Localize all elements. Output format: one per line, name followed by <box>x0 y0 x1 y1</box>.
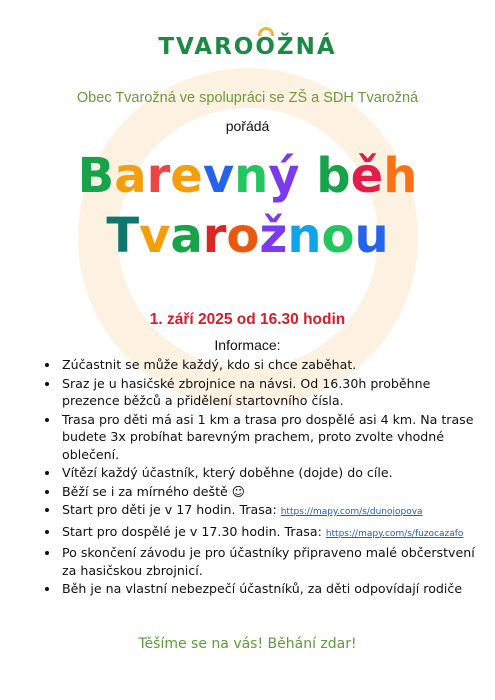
headline-letter: h <box>383 148 418 204</box>
headline-line-1 <box>0 148 495 204</box>
event-date: 1. září 2025 od 16.30 hodin <box>149 311 346 328</box>
info-list-item <box>60 501 485 522</box>
headline-letter: v <box>202 148 235 204</box>
info-text: Start pro dospělé je v 17.30 hodin. Trasa: <box>62 523 326 539</box>
info-heading: Informace: <box>214 337 281 353</box>
info-list-item <box>60 375 485 410</box>
info-list-item <box>60 544 485 579</box>
info-text: Start pro děti je v 17 hodin. Trasa: <box>62 502 281 517</box>
headline-letter: ž <box>259 208 288 264</box>
headline-letter: a <box>170 208 203 264</box>
headline-letter: a <box>114 148 147 204</box>
headline-letter: e <box>170 148 203 204</box>
info-list-item <box>60 483 485 501</box>
organizer-line: Obec Tvarožná ve spolupráci se ZŠ a SDH Tvarožná <box>76 90 419 106</box>
headline-letter: ě <box>350 148 384 204</box>
logo-sun-arc-icon <box>258 27 274 36</box>
headline-letter: o <box>321 208 355 264</box>
info-text: Vítězí každý účastník, který doběhne (dojde) do cíle. <box>62 465 393 480</box>
tvarozna-logo <box>0 34 495 60</box>
headline-letter: B <box>77 148 115 204</box>
info-text: Trasa pro děti má asi 1 km a trasa pro dospělé asi 4 km. Na trase budete 3x probíhat barevným prachem, proto zvolte vhodné oblečení. <box>62 411 474 462</box>
headline-letter: v <box>139 208 171 264</box>
info-list-item <box>60 580 485 598</box>
logo-o-letter: O <box>255 34 277 60</box>
info-list-item <box>60 464 485 482</box>
headline-letter: ý <box>268 148 300 204</box>
route-link[interactable]: https://mapy.com/s/fuzocazafo <box>325 528 464 539</box>
info-list <box>38 356 485 599</box>
headline-letter: n <box>234 148 269 204</box>
info-text: Po skončení závodu je pro účastníky připraveno malé občerstvení za hasičskou zbrojnicí. <box>62 545 475 578</box>
info-text: Běží se i za mírného deště ☺ <box>62 483 245 499</box>
headline-letter: b <box>316 148 351 204</box>
headline-letter: n <box>287 208 322 264</box>
logo-text-start: TVARO <box>158 34 256 60</box>
headline-letter: u <box>354 208 389 264</box>
info-list-item <box>60 356 485 374</box>
headline-letter: r <box>146 148 171 204</box>
headline-letter: o <box>226 208 260 264</box>
organizes-label: pořádá <box>225 118 270 134</box>
footer-slogan: Těšíme se na vás! Běhání zdar! <box>138 636 357 652</box>
info-text: Běh je na vlastní nebezpečí účastníků, za děti odpovídají rodiče <box>62 581 463 596</box>
headline-line-2 <box>0 208 495 264</box>
info-list-item <box>60 523 485 544</box>
headline-letter <box>300 148 317 204</box>
info-text: Zúčastnit se může každý, kdo si chce zaběhat. <box>62 357 357 372</box>
headline-letter: r <box>202 208 227 264</box>
route-link[interactable]: https://mapy.com/s/dunojopova <box>280 507 423 517</box>
info-list-item <box>60 411 485 464</box>
logo-text-end: ŽNÁ <box>276 34 337 60</box>
headline-letter: T <box>106 208 140 264</box>
info-text: Sraz je u hasičské zbrojnice na návsi. Od 16.30h proběhne prezence běžců a přidělení startovního čísla. <box>62 375 431 408</box>
